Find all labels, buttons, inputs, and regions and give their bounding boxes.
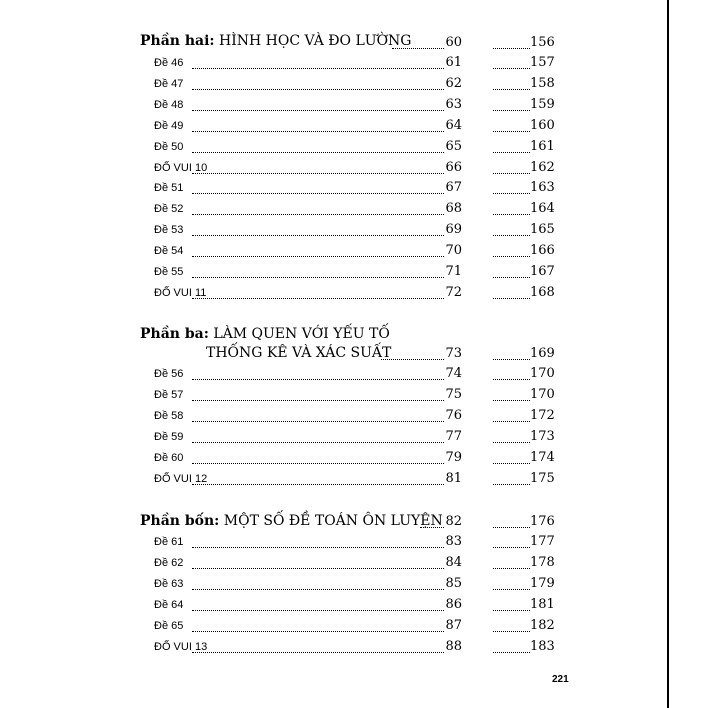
page-ref-1: 73 <box>445 346 462 361</box>
section-title: MỘT SỐ ĐỀ TOÁN ÔN LUYỆN <box>223 513 443 529</box>
leader-dots <box>192 407 444 422</box>
toc-row <box>0 221 708 241</box>
page-ref-2: 182 <box>530 617 555 633</box>
page-ref-1: 69 <box>445 222 462 238</box>
page-ref-2: 179 <box>530 575 555 591</box>
toc-row <box>0 575 708 595</box>
page-ref-1: 85 <box>445 575 462 591</box>
page-ref-1: 65 <box>445 138 462 154</box>
page-ref-1: 68 <box>445 201 462 217</box>
leader-dots <box>493 263 530 278</box>
leader-dots <box>192 638 444 653</box>
page-ref-2: 177 <box>530 534 555 549</box>
leader-dots <box>192 54 444 69</box>
page-ref-2: 168 <box>530 284 555 300</box>
leader-dots <box>493 428 530 443</box>
leader-dots <box>493 138 530 153</box>
page-ref-2: 167 <box>530 264 555 279</box>
section-label: Phần hai: <box>140 33 215 49</box>
page-ref-2: 156 <box>530 35 555 50</box>
toc-entry-label: Đề 46 <box>154 57 184 69</box>
toc-entry-label: ĐỐ VUI 10 <box>154 161 208 174</box>
leader-dots <box>192 242 444 257</box>
toc-row <box>0 200 708 220</box>
toc-entry-label: Đề 50 <box>154 140 184 153</box>
leader-dots <box>192 75 444 90</box>
leader-dots <box>192 449 444 464</box>
leader-dots <box>493 533 530 548</box>
toc-row <box>0 284 708 304</box>
leader-dots <box>192 159 444 174</box>
leader-dots <box>192 596 444 611</box>
section-label: Phần bốn: <box>140 513 220 529</box>
toc-entry-label: Đề 65 <box>154 619 184 632</box>
toc-entry-label: ĐỐ VUI 13 <box>154 640 208 653</box>
toc-entry-label: Đề 57 <box>154 388 184 401</box>
page-ref-1: 74 <box>445 366 462 381</box>
leader-dots <box>493 617 530 632</box>
page-ref-1: 63 <box>445 96 462 112</box>
leader-dots <box>192 96 444 111</box>
toc-entry-label: Đề 52 <box>154 203 184 216</box>
toc-row <box>0 179 708 199</box>
toc-entry-label: Đề 58 <box>154 409 184 422</box>
page-ref-2: 172 <box>530 407 555 423</box>
toc-entry-label: Đề 60 <box>154 451 184 464</box>
page-ref-2: 166 <box>530 243 555 259</box>
leader-dots <box>493 407 530 422</box>
toc-entry-label: Đề 51 <box>154 182 184 195</box>
toc-row <box>0 554 708 574</box>
leader-dots <box>381 345 444 360</box>
toc-row <box>0 449 708 469</box>
leader-dots <box>493 242 530 257</box>
page-ref-2: 176 <box>530 514 555 529</box>
page-ref-1: 75 <box>445 386 462 402</box>
page-ref-1: 60 <box>445 35 462 50</box>
toc-row <box>0 263 708 283</box>
page-ref-1: 72 <box>445 284 462 300</box>
toc-entry-label: Đề 59 <box>154 430 184 443</box>
toc-entry-label: ĐỐ VUI 12 <box>154 472 208 485</box>
toc-row <box>0 75 708 95</box>
leader-dots <box>192 284 444 299</box>
toc-row <box>0 54 708 74</box>
section-title: LÀM QUEN VỚI YẾU TỐ <box>213 326 390 342</box>
section-heading-pages <box>0 345 708 365</box>
leader-dots <box>493 365 530 380</box>
section-title: HÌNH HỌC VÀ ĐO LƯỜNG <box>219 33 412 49</box>
toc-entry-label: Đề 63 <box>154 577 184 590</box>
leader-dots <box>493 179 530 194</box>
leader-dots <box>493 638 530 653</box>
page-ref-1: 62 <box>445 75 462 91</box>
section-title-line2: THỐNG KÊ VÀ XÁC SUẤT <box>206 345 392 361</box>
page-ref-2: 174 <box>530 449 555 465</box>
page-ref-2: 178 <box>530 554 555 570</box>
section-heading-pages <box>0 513 708 533</box>
page-ref-2: 170 <box>530 366 555 381</box>
page-ref-2: 183 <box>530 638 555 654</box>
page-ref-2: 173 <box>530 428 555 444</box>
toc-entry-label: Đề 54 <box>154 245 184 258</box>
page-ref-2: 164 <box>530 201 555 217</box>
leader-dots <box>493 554 530 569</box>
page-ref-1: 87 <box>445 617 462 633</box>
leader-dots <box>493 34 530 49</box>
toc-entry-label: Đề 56 <box>154 368 184 380</box>
leader-dots <box>493 117 530 132</box>
toc-entry-label: Đề 62 <box>154 556 184 569</box>
page-ref-2: 157 <box>530 55 555 70</box>
leader-dots <box>493 386 530 401</box>
leader-dots <box>493 345 530 360</box>
toc-row <box>0 407 708 427</box>
page-ref-1: 88 <box>445 638 462 654</box>
page-ref-1: 86 <box>445 596 462 612</box>
leader-dots <box>192 428 444 443</box>
page-ref-2: 165 <box>530 222 555 238</box>
toc-row <box>0 138 708 158</box>
leader-dots <box>493 596 530 611</box>
page-number: 221 <box>552 674 569 685</box>
toc-row <box>0 159 708 179</box>
toc-row <box>0 242 708 262</box>
toc-row <box>0 533 708 553</box>
leader-dots <box>493 54 530 69</box>
leader-dots <box>192 533 444 548</box>
page-ref-2: 162 <box>530 159 555 175</box>
toc-row <box>0 386 708 406</box>
toc-row <box>0 96 708 116</box>
leader-dots <box>493 96 530 111</box>
toc-row <box>0 428 708 448</box>
page-ref-1: 81 <box>445 470 462 486</box>
leader-dots <box>493 284 530 299</box>
toc-row <box>0 596 708 616</box>
toc-row <box>0 365 708 385</box>
leader-dots <box>192 179 444 194</box>
leader-dots <box>493 513 530 528</box>
page-ref-1: 70 <box>445 243 462 259</box>
page-ref-1: 66 <box>445 159 462 175</box>
page-ref-1: 61 <box>445 55 462 70</box>
section-label: Phần ba: <box>140 326 209 342</box>
toc-entry-label: ĐỐ VUI 11 <box>154 286 207 299</box>
page-ref-2: 158 <box>530 75 555 91</box>
page-ref-2: 159 <box>530 96 555 112</box>
page-ref-2: 160 <box>530 117 555 133</box>
section-heading-pages <box>0 34 708 54</box>
toc-entry-label: Đề 64 <box>154 598 184 611</box>
leader-dots <box>420 513 444 528</box>
page-ref-2: 170 <box>530 386 555 402</box>
leader-dots <box>392 34 444 49</box>
leader-dots <box>192 617 444 632</box>
toc-row <box>0 117 708 137</box>
page-ref-1: 79 <box>445 449 462 465</box>
page-ref-2: 175 <box>530 470 555 486</box>
page-ref-1: 76 <box>445 407 462 423</box>
page-ref-1: 77 <box>445 428 462 444</box>
leader-dots <box>493 449 530 464</box>
page-ref-2: 161 <box>530 138 555 154</box>
toc-entry-label: Đề 48 <box>154 98 184 111</box>
leader-dots <box>192 117 444 132</box>
page-ref-1: 83 <box>445 534 462 549</box>
leader-dots <box>192 365 444 380</box>
toc-row <box>0 617 708 637</box>
page-ref-1: 71 <box>445 264 462 279</box>
leader-dots <box>192 221 444 236</box>
page-ref-2: 169 <box>530 346 555 361</box>
leader-dots <box>192 200 444 215</box>
leader-dots <box>192 138 444 153</box>
toc-row <box>0 638 708 658</box>
page-ref-1: 67 <box>445 180 462 196</box>
page-ref-2: 163 <box>530 180 555 196</box>
toc-entry-label: Đề 47 <box>154 77 184 90</box>
toc-entry-label: Đề 61 <box>154 536 184 548</box>
toc-row <box>0 470 708 490</box>
leader-dots <box>192 554 444 569</box>
leader-dots <box>192 386 444 401</box>
leader-dots <box>192 263 444 278</box>
leader-dots <box>493 575 530 590</box>
toc-entry-label: Đề 53 <box>154 224 184 237</box>
leader-dots <box>493 75 530 90</box>
leader-dots <box>493 159 530 174</box>
toc-entry-label: Đề 49 <box>154 119 184 132</box>
toc-entry-label: Đề 55 <box>154 266 184 278</box>
page-ref-1: 64 <box>445 117 462 133</box>
page-ref-1: 82 <box>445 514 462 529</box>
leader-dots <box>192 575 444 590</box>
leader-dots <box>493 200 530 215</box>
leader-dots <box>493 221 530 236</box>
page-ref-1: 84 <box>445 554 462 570</box>
leader-dots <box>493 470 530 485</box>
leader-dots <box>192 470 444 485</box>
section-heading <box>140 325 390 343</box>
page-ref-2: 181 <box>530 596 555 612</box>
